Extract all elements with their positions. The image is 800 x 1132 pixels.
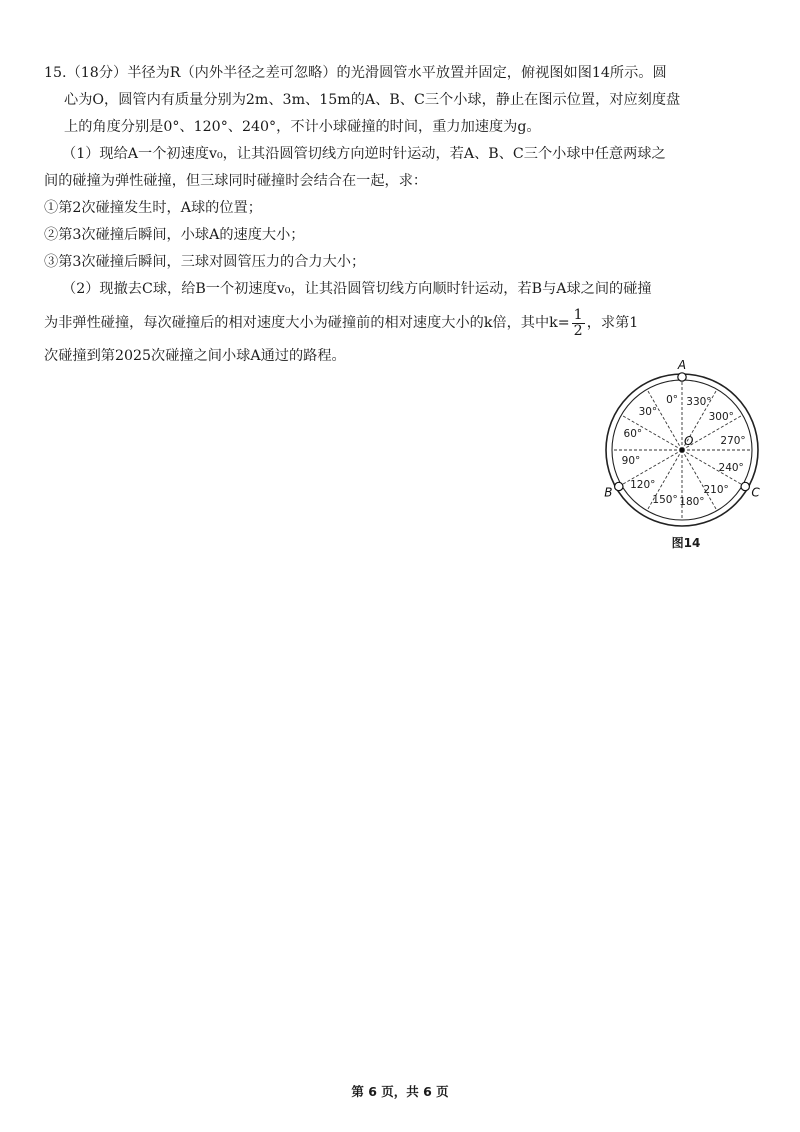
sub-question-1: ①第2次碰撞发生时，A球的位置； (44, 200, 262, 216)
ball-a (678, 373, 686, 381)
page-footer: 第 6 页，共 6 页 (351, 1084, 449, 1099)
sub-question-3: ③第3次碰撞后瞬间，三球对圆管压力的合力大小； (44, 254, 366, 270)
ball-label-b: B (604, 485, 613, 500)
angle-label: 240° (718, 461, 744, 474)
figure-caption: 图14 (671, 536, 701, 550)
question-line-1 (44, 60, 764, 87)
angle-label: 30° (638, 405, 658, 418)
question-line-2: 心为O，圆管内有质量分别为2m、3m、15m的A、B、C三个小球，静止在图示位置，对应刻度盘 (64, 92, 681, 108)
question-line-3: 上的角度分别是0°、120°、240°，不计小球碰撞的时间，重力加速度为g。 (64, 119, 541, 135)
angle-label: 150° (652, 494, 678, 507)
angle-label: 60° (623, 428, 643, 441)
part2-line-2 (44, 303, 764, 343)
ball-c (741, 482, 749, 490)
question-number: 15. (44, 65, 67, 81)
question-15 (44, 60, 764, 370)
ball-label-a: A (677, 358, 687, 372)
sub-question-2: ②第3次碰撞后瞬间，小球A的速度大小； (44, 227, 305, 243)
part1-line-2: 间的碰撞为弹性碰撞，但三球同时碰撞时会结合在一起，求： (44, 173, 428, 189)
angle-label: 300° (708, 410, 734, 423)
question-intro-1: （18分）半径为R（内外半径之差可忽略）的光滑圆管水平放置并固定，俯视图如图14所示。圆 (66, 65, 667, 81)
dial-diagram (596, 350, 776, 534)
angle-label: 330° (686, 395, 712, 408)
fraction-k (572, 308, 585, 339)
fraction-numerator: 1 (573, 306, 583, 323)
angle-label: 120° (630, 479, 656, 492)
part1-line-1: （1）现给A一个初速度v₀，让其沿圆管切线方向逆时针运动，若A、B、C三个小球中任意两球之 (62, 146, 666, 162)
angle-label: 210° (703, 484, 729, 497)
ball-b (615, 482, 623, 490)
angle-label: 0° (666, 393, 679, 406)
figure-14 (596, 350, 776, 560)
part2-text-a: 为非弹性碰撞，每次碰撞后的相对速度大小为碰撞前的相对速度大小的k倍，其中k= (44, 315, 570, 331)
fraction-denominator: 2 (573, 322, 583, 339)
part2-line-1: （2）现撤去C球，给B一个初速度v₀，让其沿圆管切线方向顺时针运动，若B与A球之间的碰撞 (62, 281, 652, 297)
angle-label: 270° (720, 435, 746, 448)
part2-line-3: 次碰撞到第2025次碰撞之间小球A通过的路程。 (44, 348, 346, 364)
angle-label: 180° (679, 496, 705, 509)
part2-text-b: ，求第1 (586, 315, 639, 331)
ball-label-c: C (751, 485, 760, 500)
center-label: O (684, 434, 694, 448)
center-point (679, 447, 684, 452)
angle-label: 90° (621, 454, 641, 467)
